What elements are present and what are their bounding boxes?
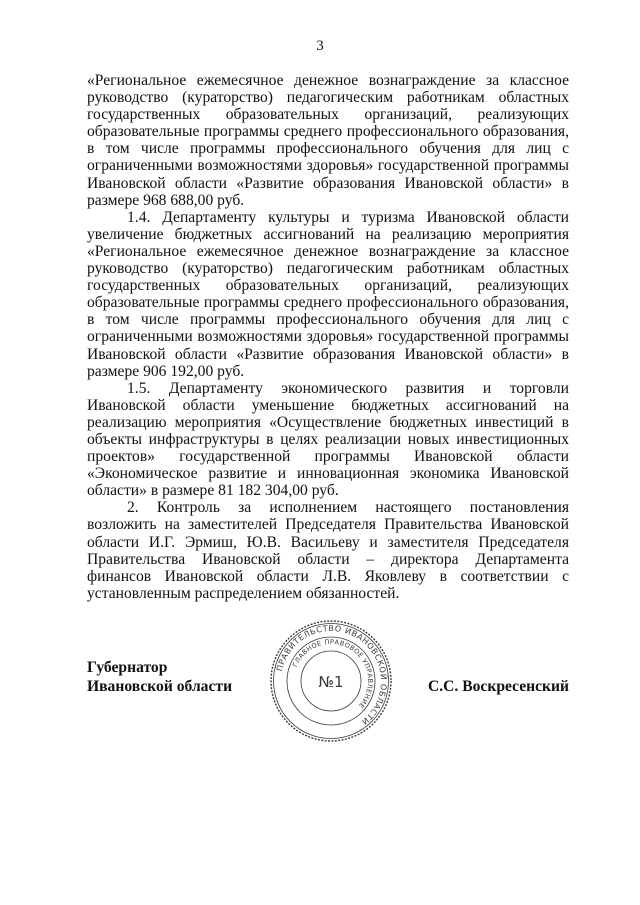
page-number: 3: [316, 38, 324, 54]
signer-position-line-2: Ивановской области: [87, 678, 233, 695]
paragraph-continuation: «Региональное ежемесячное денежное вознаграждение за классное руководство (кураторство) педагогическим работникам областных государственных образовательных организаций, реализующих образовательные программы среднего профессионального образования, в том числе программы профессионального обучения для лиц с ограниченными возможностями здоровья» государственной программы Ивановской области «Развитие образования Ивановской области» в размере 968 688,00 руб.: [87, 72, 569, 209]
seal-center-number: №1: [318, 673, 344, 691]
seal-inner-text: ГЛАВНОЕ ПРАВОВОЕ УПРАВЛЕНИЕ: [291, 637, 375, 710]
paragraph-1-5: 1.5. Департаменту экономического развития и торговли Ивановской области уменьшение бюджетных ассигнований на реализацию мероприятия «Осуществление бюджетных инвестиций в объекты инфраструктуры в целях реализации новых инвестиционных проектов» государственной программы Ивановской области «Экономическое развитие и инновационная экономика Ивановской области» в размере 81 182 304,00 руб.: [87, 379, 569, 500]
signer-position-line-1: Губернатор: [87, 659, 168, 676]
signer-name: С.С. Воскресенский: [428, 678, 569, 695]
seal-outer-text: ПРАВИТЕЛЬСТВО ИВАНОВСКОЙ ОБЛАСТИ: [274, 623, 389, 727]
paragraph-2: 2. Контроль за исполнением настоящего постановления возложить на заместителей Председателя Правительства Ивановской области И.Г. Эрмиш, Ю.В. Васильеву и заместителя Председателя Правительства Ивановской области – директора Департамента финансов Ивановской области Л.В. Яковлеву в соответствии с установленным распределением обязанностей.: [87, 499, 569, 602]
document-body: [87, 72, 569, 602]
official-seal: [268, 618, 394, 744]
paragraph-1-4: 1.4. Департаменту культуры и туризма Ивановской области увеличение бюджетных ассигнований на реализацию мероприятия «Региональное ежемесячное денежное вознаграждение за классное руководство (кураторство) педагогическим работникам областных государственных образовательных организаций, реализующих образовательные программы среднего профессионального образования, в том числе программы профессионального обучения для лиц с ограниченными возможностями здоровья» государственной программы Ивановской области «Развитие образования Ивановской области» в размере 906 192,00 руб.: [87, 208, 569, 380]
seal-graphic: [268, 618, 394, 744]
